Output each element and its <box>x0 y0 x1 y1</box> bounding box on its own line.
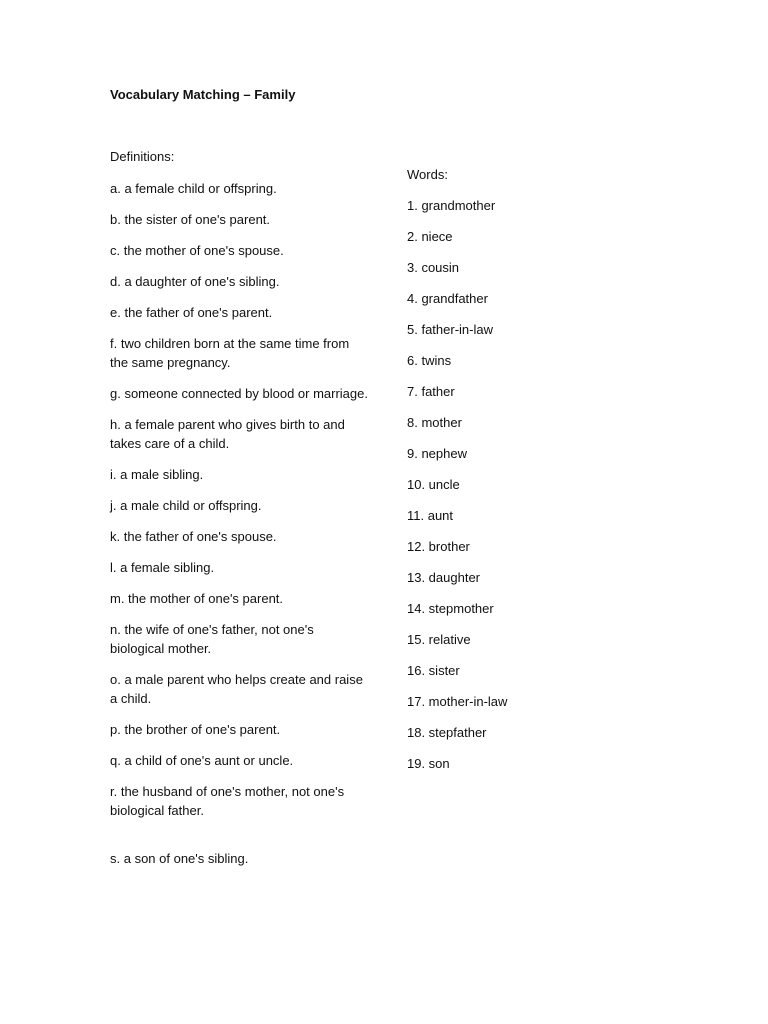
definition-item: r. the husband of one's mother, not one's biological father. <box>110 784 345 818</box>
word-item: 13. daughter <box>407 570 481 585</box>
definition-item: e. the father of one's parent. <box>110 305 273 320</box>
definition-item: o. a male parent who helps create and raise a child. <box>110 672 363 706</box>
word-item: 17. mother-in-law <box>407 694 508 709</box>
words-list <box>407 197 607 773</box>
word-item: 3. cousin <box>407 260 460 275</box>
definition-item: i. a male sibling. <box>110 467 204 482</box>
word-item: 4. grandfather <box>407 291 488 306</box>
definition-item: c. the mother of one's spouse. <box>110 243 284 258</box>
word-item: 2. niece <box>407 229 453 244</box>
word-item: 12. brother <box>407 539 470 554</box>
word-item: 19. son <box>407 756 450 771</box>
definition-item: s. a son of one's sibling. <box>110 851 249 866</box>
word-item: 14. stepmother <box>407 601 494 616</box>
word-item: 9. nephew <box>407 446 467 461</box>
page-title: Vocabulary Matching – Family <box>110 87 296 102</box>
definition-item: q. a child of one's aunt or uncle. <box>110 753 294 768</box>
definitions-column <box>110 148 368 880</box>
definition-item: l. a female sibling. <box>110 560 215 575</box>
definition-item: a. a female child or offspring. <box>110 181 277 196</box>
word-item: 16. sister <box>407 663 460 678</box>
words-heading: Words: <box>407 167 448 182</box>
definition-item: h. a female parent who gives birth to and takes care of a child. <box>110 417 345 451</box>
word-item: 7. father <box>407 384 455 399</box>
definition-item: g. someone connected by blood or marriage. <box>110 386 368 401</box>
definition-item: k. the father of one's spouse. <box>110 529 277 544</box>
word-item: 15. relative <box>407 632 471 647</box>
words-column <box>407 166 607 786</box>
word-item: 8. mother <box>407 415 462 430</box>
definition-item: b. the sister of one's parent. <box>110 212 271 227</box>
definition-item: d. a daughter of one's sibling. <box>110 274 280 289</box>
definition-item: j. a male child or offspring. <box>110 498 262 513</box>
definition-item: m. the mother of one's parent. <box>110 591 284 606</box>
word-item: 10. uncle <box>407 477 460 492</box>
word-item: 1. grandmother <box>407 198 496 213</box>
definitions-heading: Definitions: <box>110 149 175 164</box>
word-item: 6. twins <box>407 353 452 368</box>
definition-item: p. the brother of one's parent. <box>110 722 281 737</box>
definitions-list <box>110 179 368 868</box>
word-item: 18. stepfather <box>407 725 487 740</box>
definition-item: n. the wife of one's father, not one's biological mother. <box>110 622 314 656</box>
word-item: 5. father-in-law <box>407 322 493 337</box>
definition-item: f. two children born at the same time from the same pregnancy. <box>110 336 350 370</box>
word-item: 11. aunt <box>407 508 454 523</box>
